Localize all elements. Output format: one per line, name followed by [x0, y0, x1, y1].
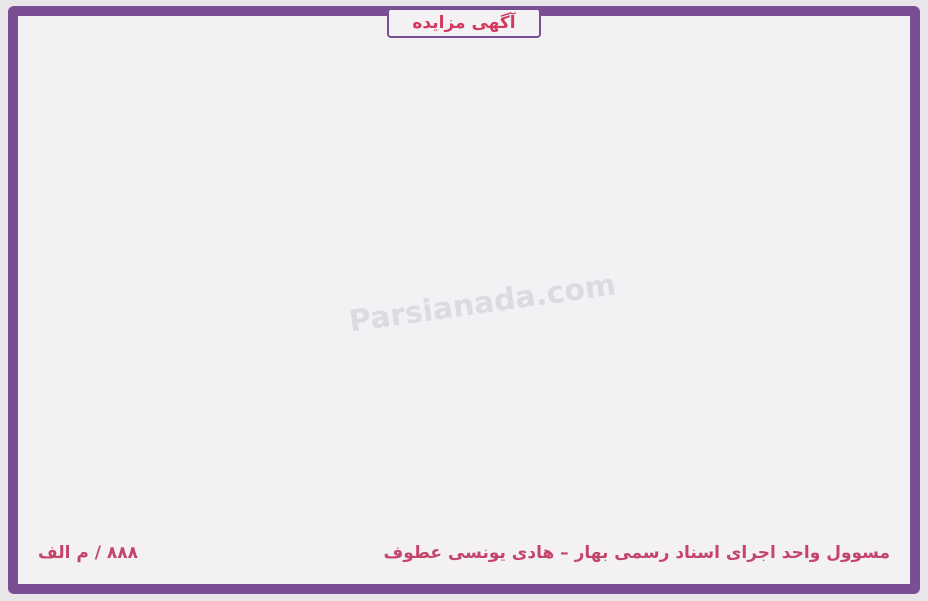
body-line — [38, 232, 890, 255]
body-line — [38, 324, 890, 347]
notice-body — [38, 48, 890, 528]
body-line — [38, 163, 890, 186]
body-line — [38, 186, 890, 209]
signature-name: مسوول واحد اجرای اسناد رسمی بهار – هادی یونسی عطوف — [383, 543, 890, 563]
body-line — [38, 209, 890, 232]
body-line — [38, 462, 890, 485]
body-line — [38, 71, 890, 94]
body-line — [38, 347, 890, 370]
body-line — [38, 301, 890, 324]
body-line — [38, 48, 890, 71]
body-line — [38, 439, 890, 462]
body-line — [38, 117, 890, 140]
body-line — [38, 416, 890, 439]
body-line — [38, 485, 890, 508]
body-line — [38, 94, 890, 117]
body-line — [38, 393, 890, 416]
title-badge — [387, 8, 541, 38]
body-line — [38, 278, 890, 301]
body-line — [38, 370, 890, 393]
body-line — [38, 140, 890, 163]
notice-title: آگهی مزایده — [412, 13, 516, 33]
signature-code: ۸۸۸ / م الف — [38, 543, 139, 563]
watermark-text: Parsianada.com — [346, 267, 619, 340]
body-line — [38, 255, 890, 278]
notice-frame — [8, 6, 920, 594]
signature-line — [38, 540, 890, 566]
